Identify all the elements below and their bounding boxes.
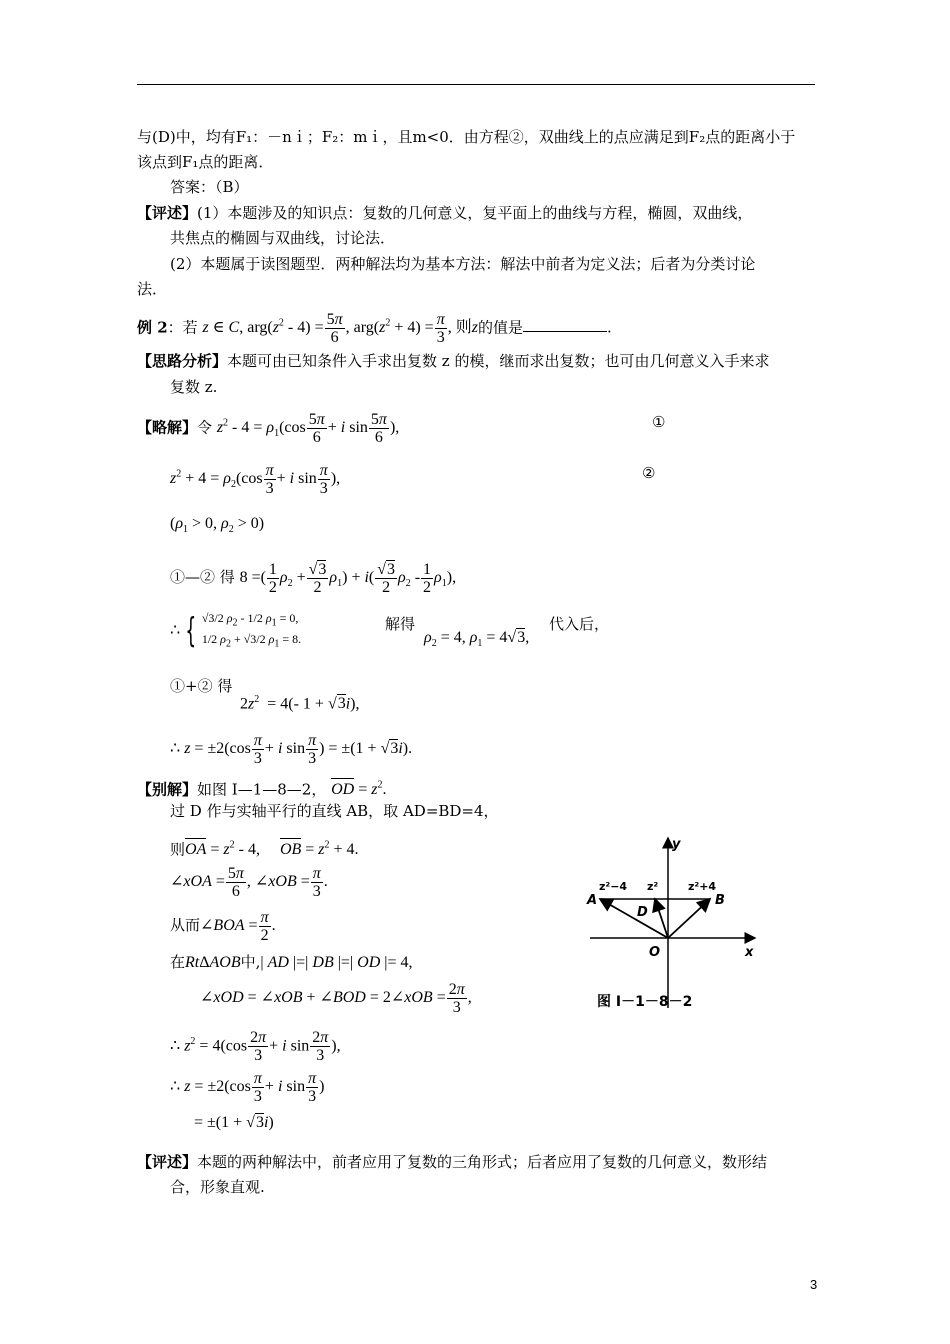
figure-complex-plane bbox=[585, 828, 765, 1018]
circled-1: ① bbox=[652, 413, 666, 431]
analysis-line: 【思路分析】本题可由已知条件入手求出复数 z 的模，继而求出复数；也可由几何意义入手来求 bbox=[137, 352, 770, 370]
text-line: 共焦点的椭圆与双曲线，讨论法． bbox=[170, 229, 396, 247]
add-step-label: ①+② 得 bbox=[170, 677, 233, 695]
label-y: y bbox=[672, 837, 681, 852]
page-number: 3 bbox=[810, 1277, 818, 1292]
label-o: O bbox=[649, 945, 661, 960]
substitute-word: 代入后， bbox=[549, 615, 610, 633]
label-z: z² bbox=[647, 880, 659, 893]
label-a: A bbox=[587, 893, 598, 908]
z-result: ∴ z = ±2(cos $\frac{\pi}{3}$ + i sin $\frac{\pi}{3}$ ) bbox=[170, 1069, 325, 1105]
text-line: 法． bbox=[137, 280, 168, 298]
system-step: ∴ { √3/2 $\rho_2 - 1/2$ $\rho_1 = 0$, 1/2 $\rho_2 + √3/2$ $\rho_1 = 8$. bbox=[170, 610, 302, 651]
text-line: 该点到F₁点的距离． bbox=[137, 153, 274, 171]
solution-eq-1: 【略解】令 $z^2 - 4 = \rho_1(\cos$ $\frac{5\pi}{6}$ + i sin $\frac{5\pi}{6}$ ), bbox=[137, 411, 400, 447]
review-2: 【评述】本题的两种解法中，前者应用了复数的三角形式；后者应用了复数的几何意义，数形结 bbox=[137, 1153, 768, 1171]
figure-svg bbox=[585, 828, 765, 1018]
z-result-2: = ±(1 + √3i) bbox=[194, 1114, 274, 1131]
review-1: 【评述】(1）本题涉及的知识点：复数的几何意义，复平面上的曲线与方程，椭圆，双曲线， bbox=[137, 204, 753, 222]
text-line: 过 D 作与实轴平行的直线 AB，取 AD=BD=4， bbox=[170, 802, 499, 820]
text-line: 与(D)中，均有F₁：－nｉ；F₂：mｉ，且m<0．由方程②，双曲线上的点应满足到F₂点的距离小于 bbox=[137, 128, 796, 146]
vector-ob bbox=[668, 899, 710, 938]
solution-eq-2: $z^2 + 4 = \rho_2(\cos$ $\frac{\pi}{3}$ + i sin $\frac{\pi}{3}$ ), bbox=[170, 462, 341, 498]
subtract-step: ①—② 得 8 =( $\frac{1}{2}$ $\rho_2$ + $\frac{√3}{2}$ $\rho_1) + i$( $\frac{√3}{2}$ $\rho_2$ - $\frac{1}{2}$ $\rho_1$), bbox=[170, 560, 457, 596]
solve-result: $\rho_2 = 4$, $\rho_1 = 4√3$, bbox=[424, 629, 530, 650]
result-1: ∴ z = ±2(cos $\frac{\pi}{3}$ + i sin $\frac{\pi}{3}$ ) = ±(1 + √3i). bbox=[170, 731, 413, 767]
angle-xod: ∠xOD = ∠xOB + ∠BOD = 2∠xOB = $\frac{2\pi}{3}$ , bbox=[200, 980, 472, 1016]
figure-caption: 图 I－1－8－2 bbox=[597, 994, 693, 1010]
z-squared: ∴ $z^2 = 4(\cos$ $\frac{2\pi}{3}$ + i sin $\frac{2\pi}{3}$ ), bbox=[170, 1029, 341, 1065]
label-d: D bbox=[637, 905, 648, 920]
label-b: B bbox=[715, 893, 725, 908]
answer-line: 答案：（B） bbox=[170, 178, 249, 196]
add-step-eq: $2z^2 = 4(-$ 1 + √3i), bbox=[240, 694, 360, 713]
angle-eqs: ∠xOA = $\frac{5\pi}{6}$ , ∠xOB = $\frac{\pi}{3}$ . bbox=[170, 864, 328, 900]
header-rule bbox=[137, 84, 815, 85]
rt-triangle: 在RtΔAOB中,| AD |=| DB |=| OD |= 4, bbox=[170, 953, 413, 971]
label-x: x bbox=[745, 945, 754, 960]
text-line: 复数 z. bbox=[170, 378, 218, 396]
text-line: 合，形象直观. bbox=[170, 1178, 265, 1196]
solve-word: 解得 bbox=[385, 615, 416, 633]
vector-eqs: 则OA = $z^2 - 4$, OB = $z^2 + 4$. bbox=[170, 840, 359, 859]
answer-blank bbox=[523, 317, 607, 332]
angle-boa: 从而∠BOA = $\frac{\pi}{2}$ . bbox=[170, 908, 276, 944]
review-tag: 【评述】 bbox=[137, 204, 198, 222]
example-2: 例 2：若 z ∈ C, $arg(z^2 - 4)$ = $\frac{5\pi}{6}$ , $arg(z^2 + 4)$ = $\frac{\pi}{3}$ , 则z的值是 . bbox=[137, 311, 612, 347]
label-z-plus: z²+4 bbox=[688, 880, 717, 893]
alt-solution: 【别解】如图 I—1—8—2， OD = $z^2$. bbox=[137, 780, 387, 799]
text-line: (2）本题属于读图题型．两种解法均为基本方法：解法中前者为定义法；后者为分类讨论 bbox=[170, 255, 756, 273]
condition: ($\rho_1 > 0$, $\rho_2 > 0$) bbox=[170, 515, 265, 536]
label-z-minus: z²−4 bbox=[599, 880, 628, 893]
circled-2: ② bbox=[642, 464, 656, 482]
